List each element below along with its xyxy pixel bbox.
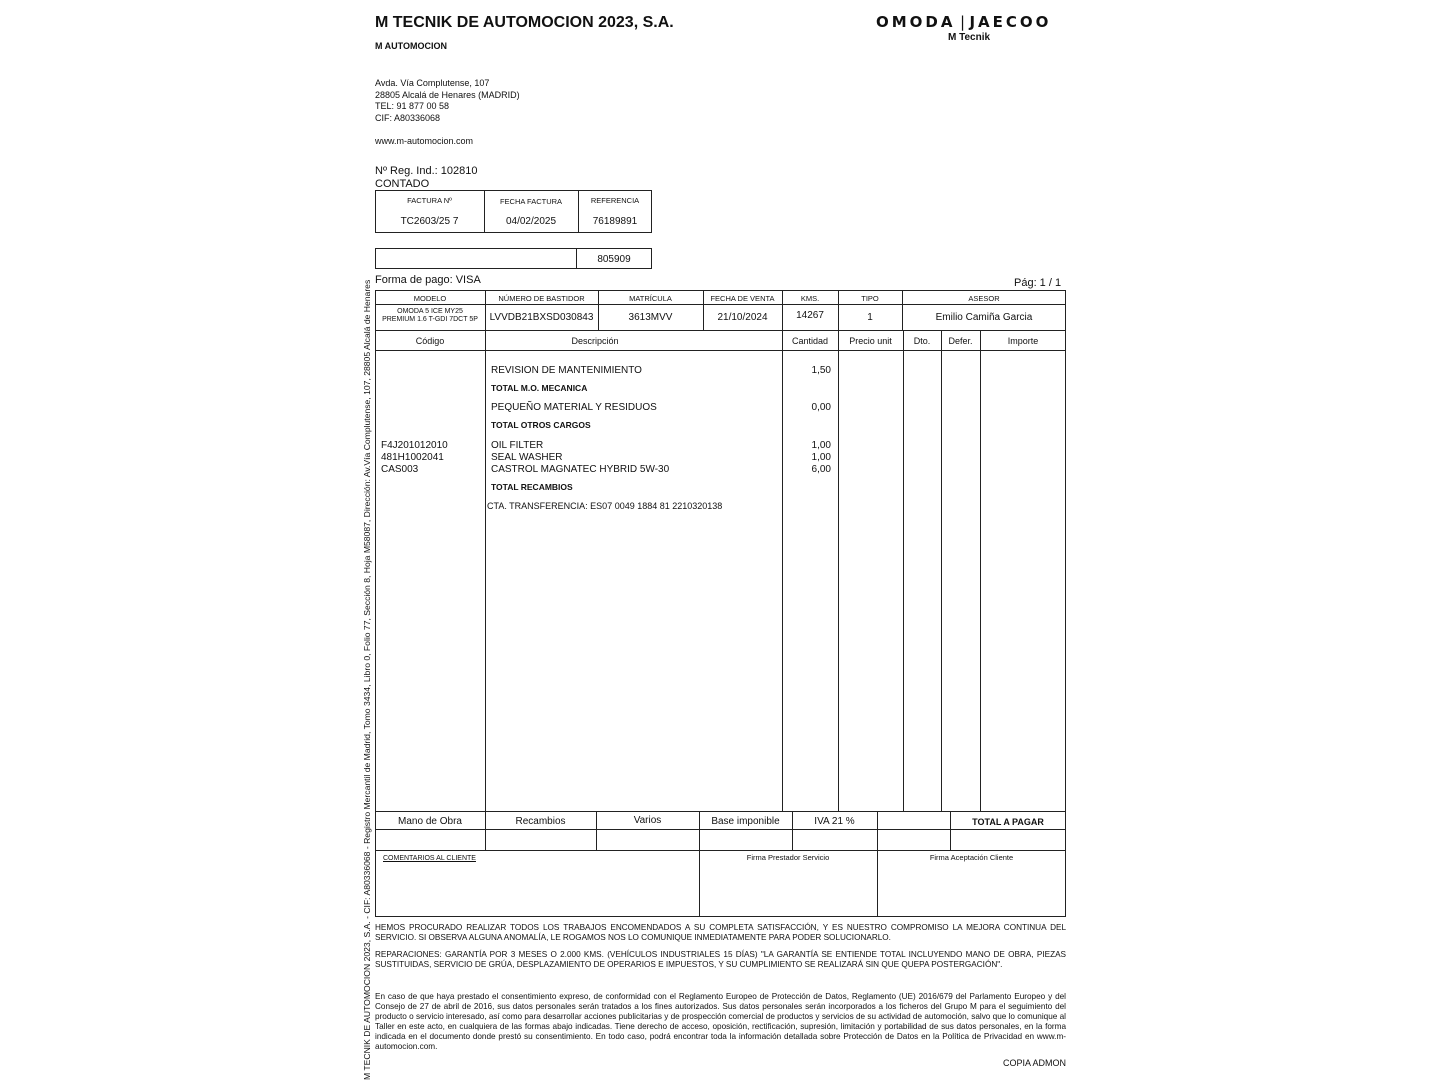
item-qty: 6,00 <box>811 464 831 475</box>
comentarios-label: COMENTARIOS AL CLIENTE <box>383 855 476 862</box>
phone: TEL: 91 877 00 58 <box>375 101 450 111</box>
contado-label: CONTADO <box>375 178 430 190</box>
hdr-fecha-venta: FECHA DE VENTA <box>710 294 775 303</box>
referencia-value: 76189891 <box>592 216 638 227</box>
hdr-bastidor: NÚMERO DE BASTIDOR <box>498 294 585 303</box>
hdr-modelo: MODELO <box>413 294 447 303</box>
vehicle-sale-date: 21/10/2024 <box>717 312 768 323</box>
client-code: 805909 <box>597 254 631 265</box>
item-desc: PEQUEÑO MATERIAL Y RESIDUOS <box>491 402 657 413</box>
total-a-pagar: TOTAL A PAGAR <box>972 817 1044 827</box>
vehicle-vin: LVVDB21BXSD030843 <box>489 312 594 323</box>
logo-jaecoo: JAECOO <box>969 13 1052 31</box>
hdr-cantidad: Cantidad <box>791 336 829 346</box>
company-subname: M AUTOMOCION <box>375 41 447 51</box>
logo-omoda: OMODA <box>876 13 956 31</box>
hdr-precio: Precio unit <box>849 336 892 346</box>
vehicle-advisor: Emilio Camiña Garcia <box>935 312 1033 323</box>
item-desc: REVISION DE MANTENIMIENTO <box>491 365 642 376</box>
forma-pago: Forma de pago: VISA <box>375 274 481 286</box>
subtotal-label: TOTAL OTROS CARGOS <box>491 420 591 430</box>
model-line-2: PREMIUM 1.6 T-GDI 7DCT 5P <box>382 316 478 323</box>
address-line-1: Avda. Vía Complutense, 107 <box>375 78 490 88</box>
firma-cliente: Firma Aceptación Cliente <box>929 853 1014 862</box>
item-desc: OIL FILTER <box>491 440 544 451</box>
vehicle-type: 1 <box>867 312 873 323</box>
copy-label: COPIA ADMON <box>1003 1058 1067 1068</box>
hdr-defer: Defer. <box>948 336 973 346</box>
hdr-asesor: ASESOR <box>968 294 1000 303</box>
vehicle-kms: 14267 <box>796 310 824 321</box>
hdr-dto: Dto. <box>913 336 931 346</box>
hdr-matricula: MATRÍCULA <box>629 294 672 303</box>
item-qty: 0,00 <box>811 402 831 413</box>
cif: CIF: A80336068 <box>375 112 441 123</box>
factura-header: FACTURA Nº <box>407 196 452 205</box>
factura-date: 04/02/2025 <box>505 216 557 227</box>
hdr-importe: Importe <box>1007 336 1039 346</box>
total-iva: IVA 21 % <box>814 816 855 827</box>
company-address <box>375 78 520 124</box>
subtotal-label: TOTAL M.O. MECANICA <box>491 383 588 393</box>
logo-separator: | <box>959 13 966 31</box>
item-code: F4J201012010 <box>381 440 448 451</box>
item-qty: 1,00 <box>811 452 831 463</box>
hdr-codigo: Código <box>415 336 445 346</box>
item-code: CAS003 <box>381 464 419 475</box>
website: www.m-automocion.com <box>375 136 474 146</box>
hdr-tipo: TIPO <box>861 294 879 303</box>
legal-warranty: REPARACIONES: GARANTÍA POR 3 MESES O 2.000 KMS. (VEHÍCULOS INDUSTRIALES 15 DÍAS) "LA GARANTÍA SE ENTIENDE TOTAL INCLUYENDO MANO DE OBRA, PIEZAS SUSTITUIDAS, SERVICIO DE GRÚA, DESPLAZAMIENTO DE OPERARIOS E IMPUESTOS, Y SU CUMPLIMIENTO SE REALIZARÁ SIN QUE QUEPA POSTERGACIÓN". <box>375 950 1066 969</box>
total-varios: Varios <box>633 815 662 826</box>
model-line-1: OMODA 5 ICE MY25 <box>397 308 463 315</box>
subtotal-label: TOTAL RECAMBIOS <box>491 482 573 492</box>
item-qty: 1,50 <box>811 365 831 376</box>
total-base: Base imponible <box>711 816 780 827</box>
legal-satisfaction: HEMOS PROCURADO REALIZAR TODOS LOS TRABAJOS ENCOMENDADOS A SU COMPLETA SATISFACCIÓN, Y ES NUESTRO COMPROMISO LA MEJORA CONTINUA DEL SERVICIO. SI OBSERVA ALGUNA ANOMALÍA, LE ROGAMOS NOS LO COMUNIQUE INMEDIATAMENTE PARA PODER SOLUCIONARLO. <box>375 923 1066 942</box>
vehicle-plate: 3613MVV <box>628 312 673 323</box>
hdr-kms: KMS. <box>800 294 820 303</box>
total-recambios: Recambios <box>515 816 566 827</box>
hdr-descripcion: Descripción <box>571 336 619 346</box>
firma-prestador: Firma Prestador Servicio <box>746 853 830 862</box>
bank-transfer: CTA. TRANSFERENCIA: ES07 0049 1884 81 2210320138 <box>487 501 723 511</box>
referencia-header: REFERENCIA <box>590 196 640 205</box>
item-desc: SEAL WASHER <box>491 452 563 463</box>
fecha-header: FECHA FACTURA <box>499 197 563 206</box>
reg-ind: Nº Reg. Ind.: 102810 <box>375 165 478 177</box>
total-mano-obra: Mano de Obra <box>398 816 462 827</box>
legal-privacy: En caso de que haya prestado el consentimiento expreso, de conformidad con el Reglamento Europeo de Protección de Datos, Reglamento (UE) 2016/679 del Parlamento Europeo y del Consejo de 27 de abril de 2016, sus datos personales serán tratados a los fines autorizados. Sus datos personales serán incorporados a los ficheros del Grupo M para el seguimiento del producto o servicio interesado, así como para desarrollar acciones publicitarias y de prospección comercial de productos y servicios de su actividad de automoción, salvo que lo comunique al Taller en este acto, en cualquiera de las formas abajo indicadas. Tiene derecho de acceso, oposición, rectificación, supresión, limitación y portabilidad de sus datos personales, en la forma indicada en el documento donde prestó su consentimiento. En todo caso, podrá encontrar toda la información detallada sobre Protección de Datos en la Política de Privacidad en www.m-automocion.com. <box>375 992 1066 1051</box>
company-name: M TECNIK DE AUTOMOCION 2023, S.A. <box>375 14 674 31</box>
page-indicator: Pág: 1 / 1 <box>1014 277 1062 289</box>
brand-logo <box>876 13 1066 32</box>
vehicle-model <box>375 308 485 324</box>
item-code: 481H1002041 <box>381 452 444 463</box>
side-registry-text: M TECNIK DE AUTOMOCION 2023, S.A. - CIF: A80336068 - Registro Mercantil de Madrid, Tomo 3434, Libro 0, Folio 77, Sección 8, Hoja M58087, Dirección: Av.Vía Complutense, 107, 28805 Alcalá de Henares <box>362 279 372 1080</box>
logo-subtitle: M Tecnik <box>948 32 991 43</box>
item-desc: CASTROL MAGNATEC HYBRID 5W-30 <box>491 464 670 475</box>
address-line-2: 28805 Alcalá de Henares (MADRID) <box>375 89 520 100</box>
factura-number: TC2603/25 7 <box>400 216 459 227</box>
item-qty: 1,00 <box>811 440 831 451</box>
